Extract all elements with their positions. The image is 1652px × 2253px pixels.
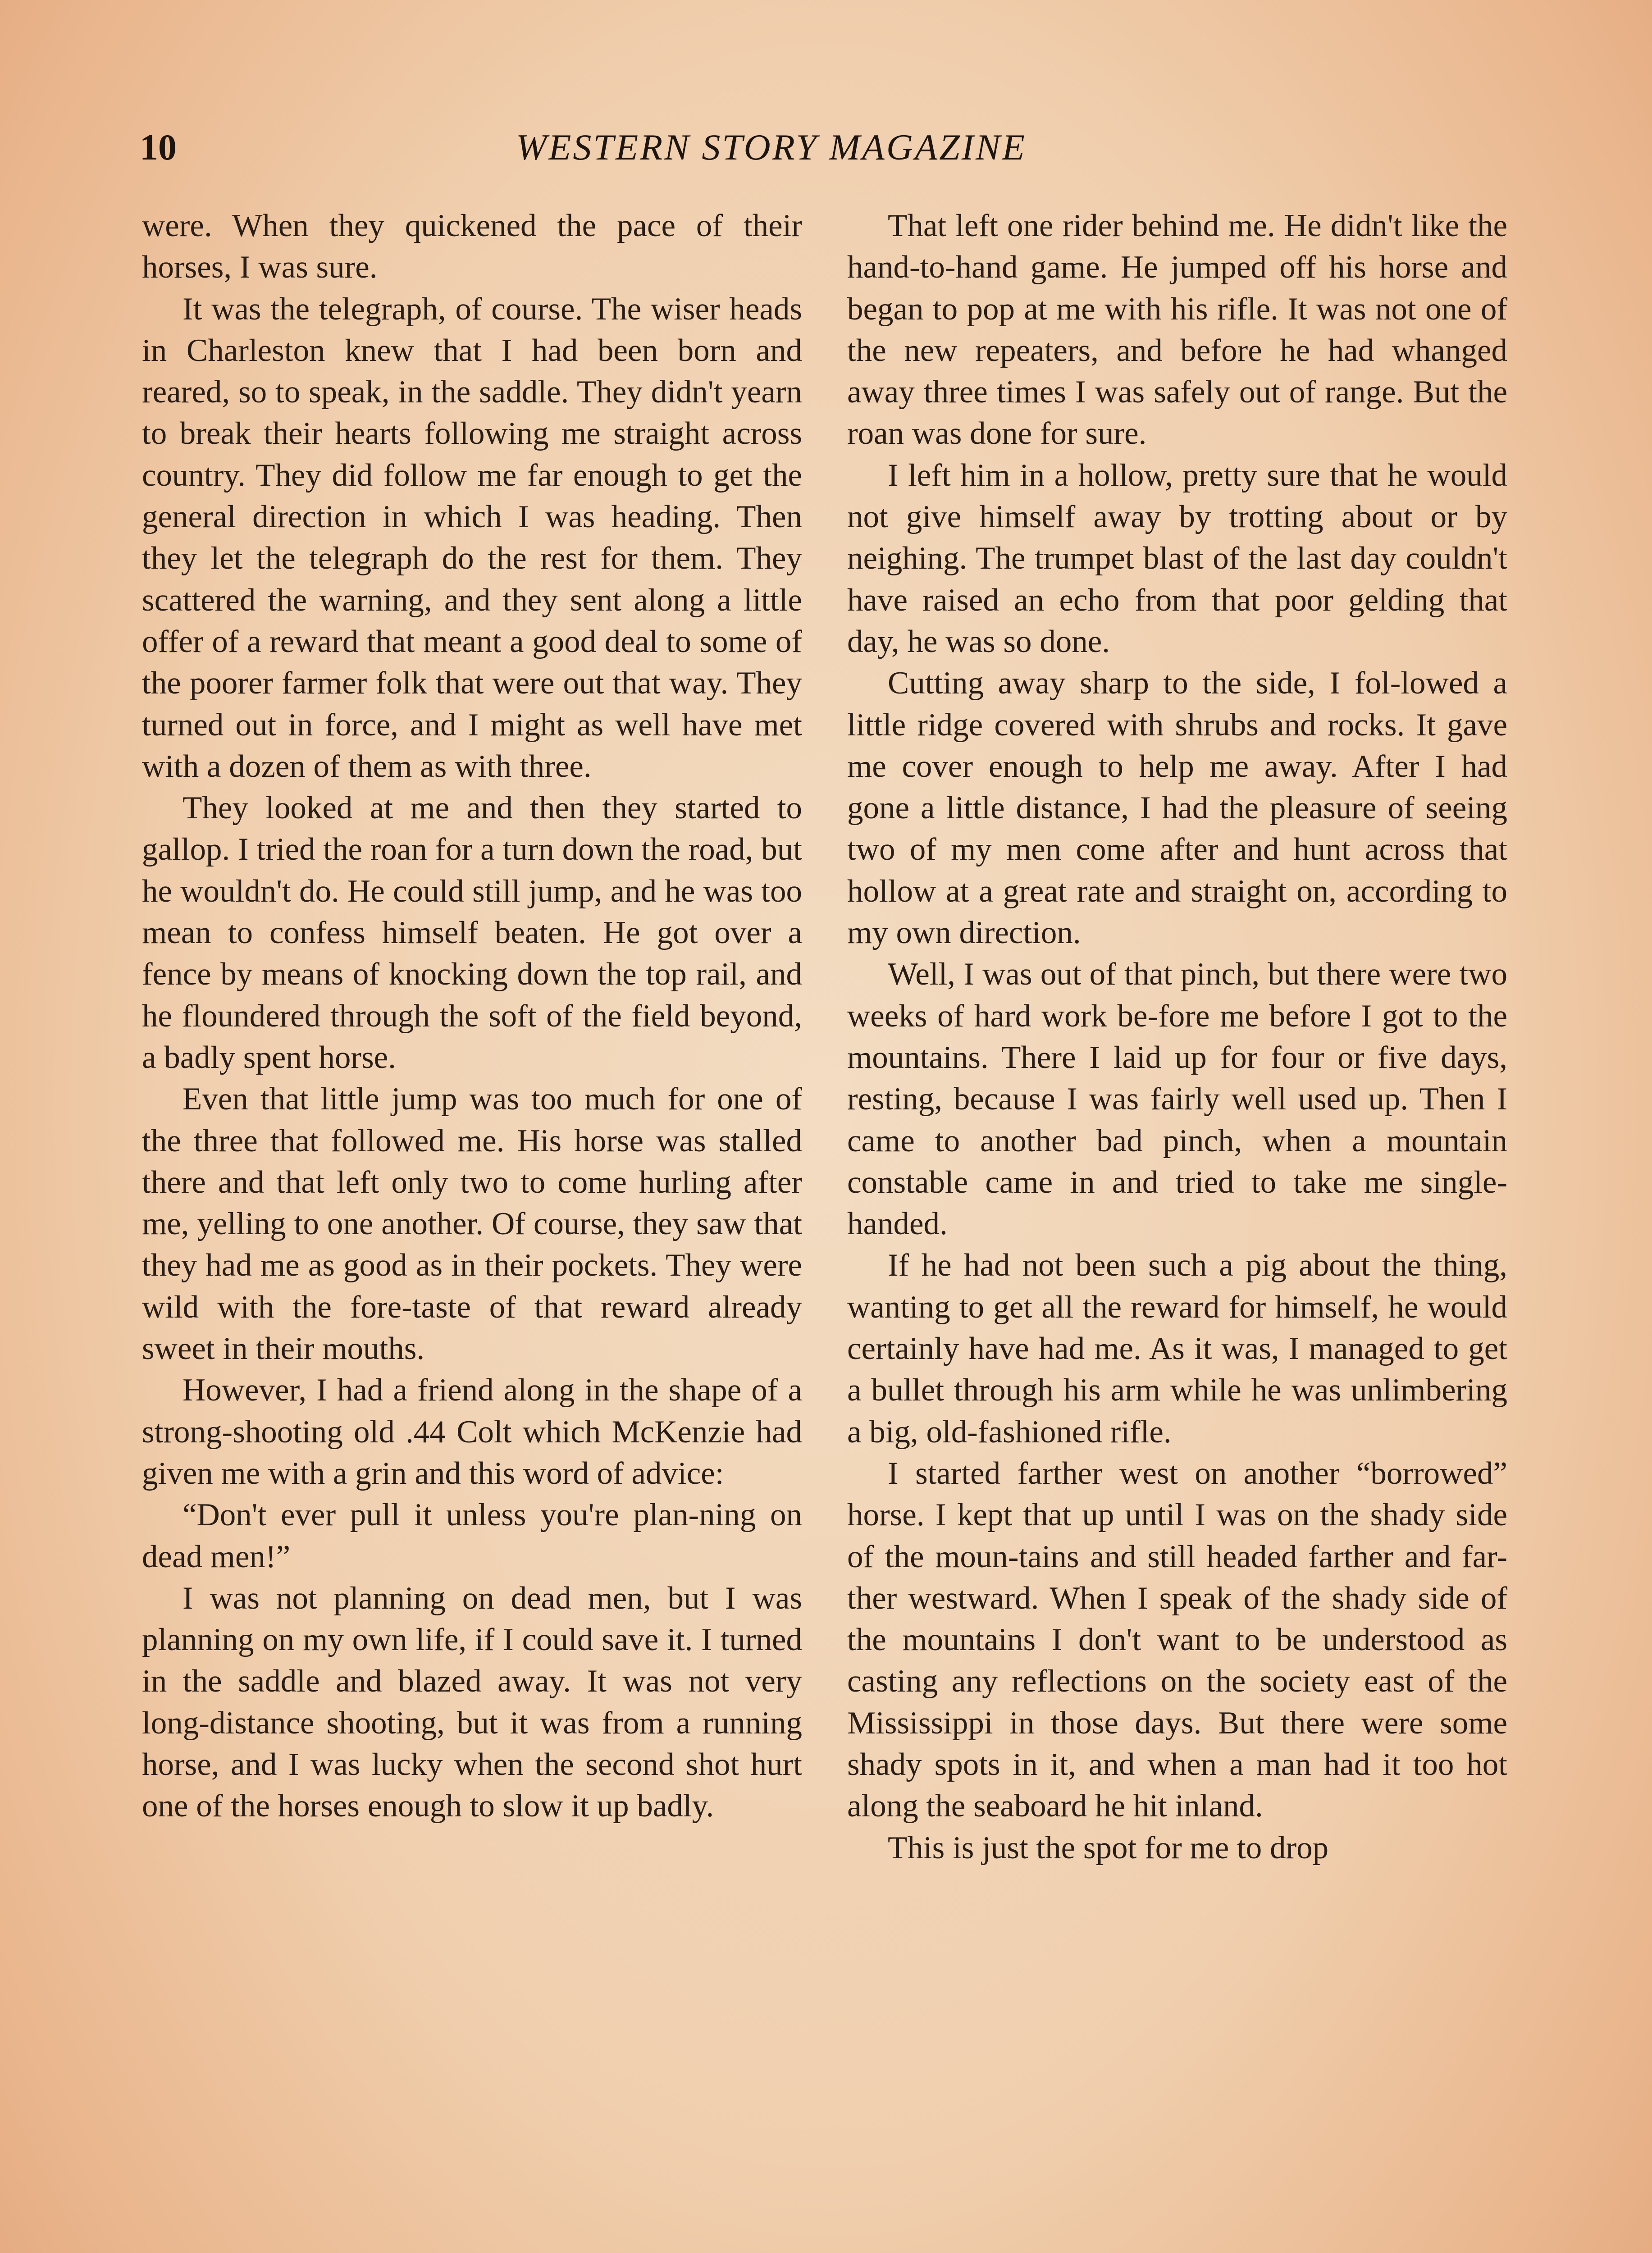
paragraph: I started farther west on another “borrowed” horse. I kept that up until I was on the shady side of the moun-tains and still headed farther and far-ther westward. When I speak of the shady side of the mountains I don't want to be understood as casting any reflections on the society east of the Mississippi in those days. But there were some shady spots in it, and when a man had it too hot along the seaboard he hit inland. — [847, 1455, 1507, 1824]
paragraph: However, I had a friend along in the shape of a strong-shooting old .44 Colt which McKenzie had given me with a grin and this word of advice: — [142, 1373, 802, 1491]
paragraph: That left one rider behind me. He didn't like the hand-to-hand game. He jumped off his horse and began to pop at me with his rifle. It was not one of the new repeaters, and before he had whanged away three times I was safely out of range. But the roan was done for sure. — [847, 208, 1507, 452]
left-column — [142, 205, 802, 1827]
page-header — [140, 126, 1154, 180]
paragraph: It was the telegraph, of course. The wiser heads in Charleston knew that I had been born and reared, so to speak, in the saddle. They didn't yearn to break their hearts following me straight across country. They did follow me far enough to get the general direction in which I was heading. Then they let the telegraph do the rest for them. They scattered the warning, and they sent along a little offer of a reward that meant a good deal to some of the poorer farmer folk that were out that way. They turned out in force, and I might as well have met with a dozen of them as with three. — [142, 291, 802, 784]
paragraph: I left him in a hollow, pretty sure that he would not give himself away by trotting about or by neighing. The trumpet blast of the last day couldn't have raised an echo from that poor gelding that day, he was so done. — [847, 457, 1507, 659]
paragraph: This is just the spot for me to drop — [888, 1830, 1329, 1865]
page-number: 10 — [140, 127, 177, 168]
paragraph: If he had not been such a pig about the thing, wanting to get all the reward for himself, he would certainly have had me. As it was, I managed to get a bullet through his arm while he was unlimbering a big, old-fashioned rifle. — [847, 1248, 1507, 1450]
paragraph: They looked at me and then they started to gallop. I tried the roan for a turn down the road, but he wouldn't do. He could still jump, and he was too mean to confess himself beaten. He got over a fence by means of knocking down the top rail, and he floundered through the soft of the field beyond, a badly spent horse. — [142, 790, 802, 1075]
paragraph: Cutting away sharp to the side, I fol-lowed a little ridge covered with shrubs and rocks. It gave me cover enough to help me away. After I had gone a little distance, I had the pleasure of seeing two of my men come after and hunt across that hollow at a great rate and straight on, according to my own direction. — [847, 666, 1507, 951]
paragraph: Even that little jump was too much for one of the three that followed me. His horse was stalled there and that left only two to come hurling after me, yelling to one another. Of course, they saw that they had me as good as in their pockets. They were wild with the fore-taste of that reward already sweet in their mouths. — [142, 1081, 802, 1367]
paragraph: were. When they quickened the pace of their horses, I was sure. — [142, 208, 802, 285]
quoted-advice: “Don't ever pull it unless you're plan-ning on dead men!” — [142, 1497, 802, 1574]
right-column — [847, 205, 1507, 1869]
paragraph: Well, I was out of that pinch, but there were two weeks of hard work be-fore me before I got to the mountains. There I laid up for four or five days, resting, because I was fairly well used up. Then I came to another bad pinch, when a mountain constable came in and tried to take me single-handed. — [847, 957, 1507, 1242]
paragraph: I was not planning on dead men, but I was planning on my own life, if I could save it. I turned in the saddle and blazed away. It was not very long-distance shooting, but it was from a running horse, and I was lucky when the second shot hurt one of the horses enough to slow it up badly. — [142, 1580, 802, 1824]
magazine-title: WESTERN STORY MAGAZINE — [516, 127, 1027, 168]
